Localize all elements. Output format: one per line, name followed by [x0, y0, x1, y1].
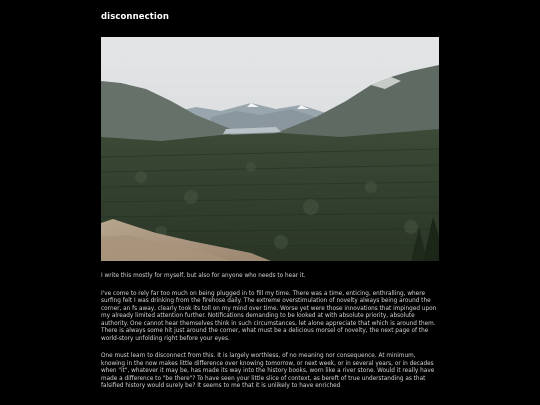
article-paragraph: I've come to rely far too much on being plugged in to fill my time. There was a time, enticing, enthralling, where surfing felt I was drinking from the firehose daily. The extreme overstimulation of novelty always being around the corner, an fs away, clearly took its toll on my mind over time. Worse yet were those innovations that impinged upon my already limited attention further. Notifications demanding to be looked at with absolute priority, absolute authority. One cannot hear themselves think in such circumstances, let alone appreciate that which is around them. There is always some hit just around the corner, what must be a delicious morsel of novelty, the next page of the world-story unfolding right before your eyes. — [101, 290, 437, 342]
article-paragraph: One must learn to disconnect from this. It is largely worthless, of no meaning nor consequence. At minimum, knowing in the now makes little difference over knowing tomorrow, or next week, or in several years, or in decades when "it", whatever it may be, has made its way into the history books, worn like a river stone. Would it really have made a difference to "be there"? To have seen your little slice of context, as bereft of true understanding as that falsified history would surely be? It seems to me that it is unlikely to have enriched — [101, 353, 435, 389]
site-title[interactable]: disconnection — [101, 12, 170, 22]
hero-image — [101, 37, 439, 261]
mountain-valley-photo-icon — [101, 37, 439, 261]
article-body — [101, 273, 439, 401]
article-paragraph: I write this mostly for myself, but also for anyone who needs to hear it. — [101, 273, 306, 279]
